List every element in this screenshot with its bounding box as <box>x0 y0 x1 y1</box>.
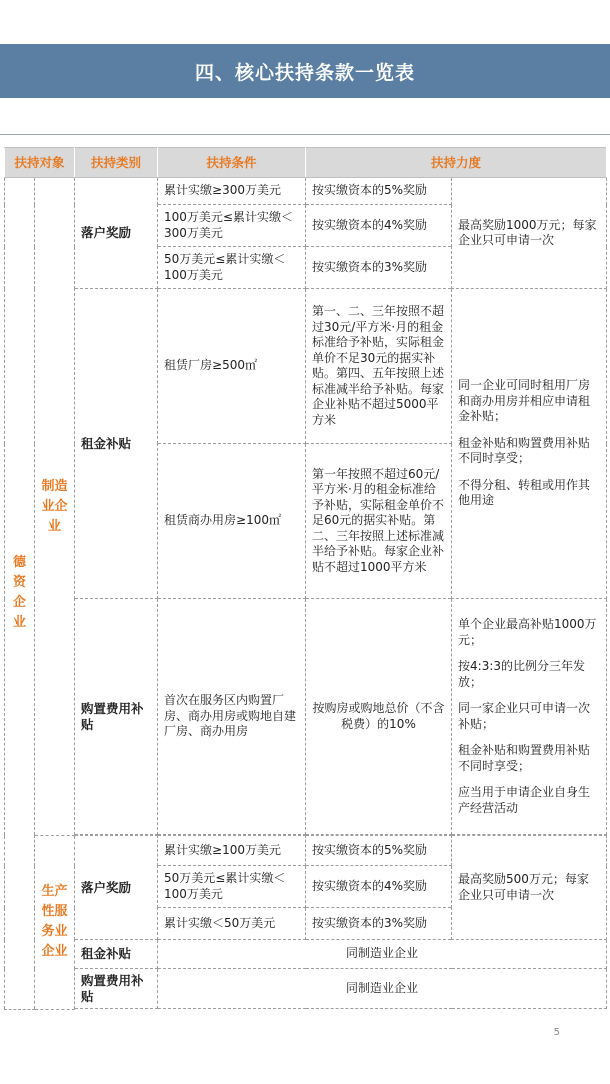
condition-cell: 50万美元≤累计实缴＜100万美元 <box>158 866 306 908</box>
note-line: 单个企业最高补贴1000万元； <box>458 617 597 647</box>
header-condition: 扶持条件 <box>158 148 306 178</box>
note-cell <box>452 599 607 835</box>
table-row <box>5 969 607 1009</box>
note-line: 租金补贴和购置费用补贴不同时享受； <box>458 743 591 773</box>
header-target: 扶持对象 <box>5 148 75 178</box>
same-as-cell: 同制造业企业 <box>158 940 607 969</box>
note-cell: 最高奖励500万元；每家企业只可申请一次 <box>452 836 607 940</box>
note-cell: 最高奖励1000万元；每家企业只可申请一次 <box>452 178 607 289</box>
page-number: 5 <box>553 1027 560 1038</box>
same-as-cell: 同制造业企业 <box>158 969 607 1009</box>
award-cell: 按实缴资本的5%奖励 <box>306 836 452 866</box>
award-cell: 按实缴资本的5%奖励 <box>306 178 452 205</box>
note-line: 同一企业可同时租用厂房和商办用房并相应申请租金补贴； <box>458 378 591 424</box>
condition-cell: 累计实缴＜50万美元 <box>158 908 306 940</box>
sector-service-label: 生产性服务业企业 <box>41 884 68 960</box>
support-policy-table <box>4 147 607 1010</box>
category-label: 租金补贴 <box>81 946 132 962</box>
table-row <box>5 289 607 444</box>
table-row <box>5 836 607 866</box>
header-category: 扶持类别 <box>75 148 158 178</box>
table-row <box>5 599 607 835</box>
category-cell <box>75 289 158 599</box>
note-line: 同一家企业只可申请一次补贴； <box>458 701 591 731</box>
table-row <box>5 940 607 969</box>
condition-cell: 租赁厂房≥500㎡ <box>158 289 306 444</box>
award-cell: 按实缴资本的3%奖励 <box>306 247 452 289</box>
note-line: 按4:3:3的比例分三年发放； <box>458 659 586 689</box>
target-group-cell <box>5 178 35 1010</box>
condition-cell: 累计实缴≥300万美元 <box>158 178 306 205</box>
condition-cell: 累计实缴≥100万美元 <box>158 836 306 866</box>
award-cell: 按购房或购地总价（不含税费）的10% <box>306 599 452 835</box>
category-label: 租金补贴 <box>81 435 132 451</box>
page-title-banner <box>0 44 610 98</box>
note-line: 应当用于申请企业自身生产经营活动 <box>458 785 591 815</box>
note-line: 租金补贴和购置费用补贴不同时享受； <box>458 435 591 466</box>
note-cell <box>452 289 607 599</box>
table-row-spacer <box>5 1009 607 1010</box>
category-label: 落户奖励 <box>81 225 132 241</box>
award-cell: 按实缴资本的4%奖励 <box>306 205 452 247</box>
table-header-row <box>5 148 607 178</box>
table-row <box>5 178 607 205</box>
award-cell: 第一年按照不超过60元/平方米·月的租金标准给予补贴，实际租金单价不足60元的据实补贴。第二、三年按照上述标准减半给予补贴。每家企业补贴不超过1000平方米 <box>306 444 452 599</box>
award-cell: 按实缴资本的3%奖励 <box>306 908 452 940</box>
condition-cell: 100万美元≤累计实缴＜300万美元 <box>158 205 306 247</box>
category-cell <box>75 599 158 835</box>
header-support-level: 扶持力度 <box>306 148 607 178</box>
note-line: 不得分租、转租或用作其他用途 <box>458 477 591 508</box>
award-cell: 按实缴资本的4%奖励 <box>306 866 452 908</box>
category-label: 购置费用补贴 <box>81 973 144 1004</box>
category-label: 购置费用补贴 <box>81 701 144 732</box>
category-cell <box>75 836 158 940</box>
condition-cell: 50万美元≤累计实缴＜100万美元 <box>158 247 306 289</box>
condition-cell: 租赁商办用房≥100㎡ <box>158 444 306 599</box>
category-cell <box>75 969 158 1009</box>
category-label: 落户奖励 <box>81 879 132 895</box>
condition-cell: 首次在服务区内购置厂房、商办用房或购地自建厂房、商办用房 <box>158 599 306 835</box>
sector-service-cell <box>35 836 75 1010</box>
sector-manufacturing-cell <box>35 178 75 836</box>
award-cell: 第一、二、三年按照不超过30元/平方米·月的租金标准给予补贴，实际租金单价不足30元的据实补贴。第四、五年按照上述标准减半给予补贴。每家企业补贴不超过5000平方米 <box>306 289 452 444</box>
divider <box>0 134 610 135</box>
category-cell <box>75 940 158 969</box>
sector-manufacturing-label: 制造业企业 <box>41 478 68 534</box>
page-title: 四、核心扶持条款一览表 <box>194 61 415 84</box>
category-cell <box>75 178 158 289</box>
target-group-label: 德资企业 <box>12 555 26 631</box>
